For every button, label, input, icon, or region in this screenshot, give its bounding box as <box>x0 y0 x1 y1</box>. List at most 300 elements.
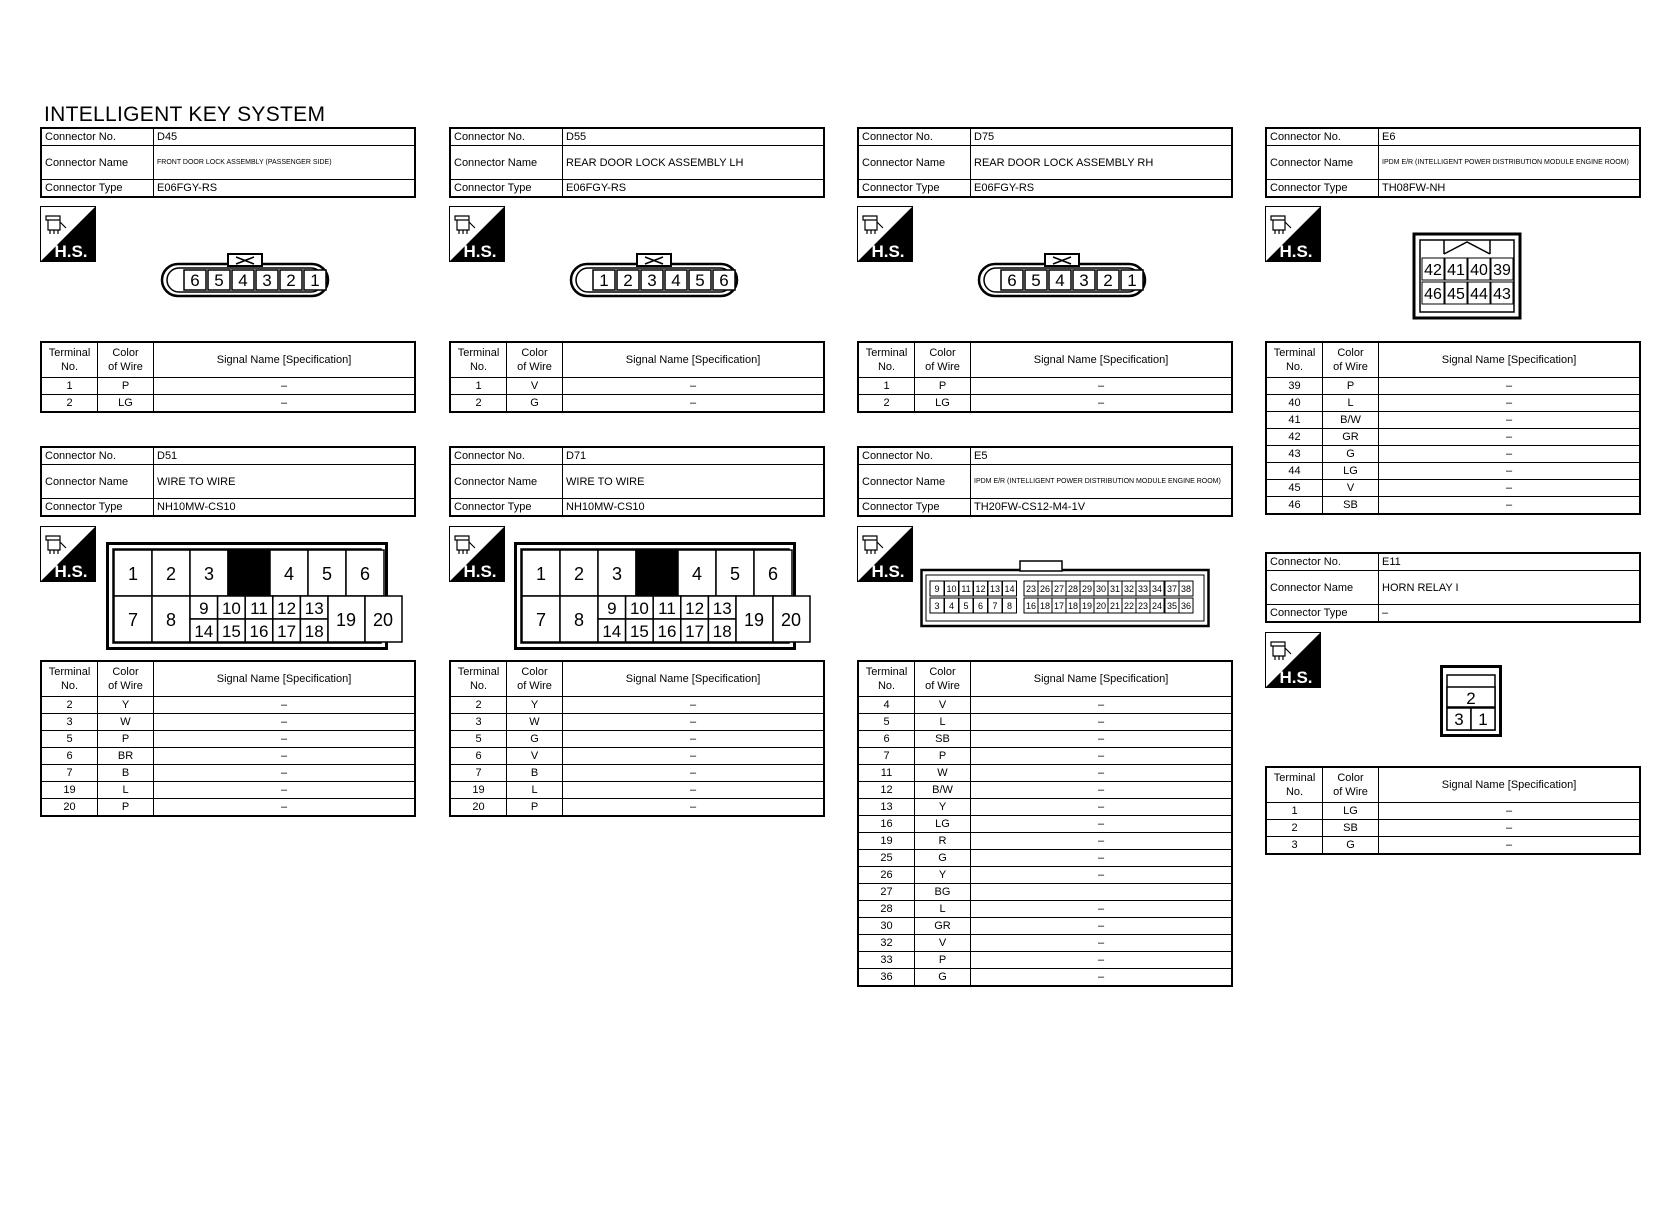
pin-label: 2 <box>573 564 585 584</box>
pin-label: 39 <box>1493 262 1511 279</box>
terminal-no: 13 <box>858 799 915 816</box>
table-row <box>450 731 824 748</box>
pin-label: 29 <box>1081 584 1093 594</box>
wire-color: LG <box>1323 803 1379 820</box>
pin-label: 46 <box>1424 286 1442 303</box>
pin-label: 18 <box>1067 601 1079 611</box>
signal-name: – <box>971 952 1233 969</box>
connector-type-label: Connector Type <box>41 180 154 198</box>
connector-no-label: Connector No. <box>1266 128 1379 146</box>
signal-name: – <box>154 395 416 413</box>
connector-name-value: HORN RELAY I <box>1379 571 1641 605</box>
signal-name: – <box>563 748 825 765</box>
connector-no-value: E11 <box>1379 553 1641 571</box>
wire-color: B <box>98 765 154 782</box>
pin-label: 31 <box>1109 584 1121 594</box>
pin-label: 8 <box>1006 601 1013 611</box>
signal-name: – <box>971 714 1233 731</box>
connector-type-label: Connector Type <box>1266 605 1379 623</box>
connector-name-label: Connector Name <box>858 146 971 180</box>
pin-label: 7 <box>535 610 547 630</box>
table-row <box>1266 395 1640 412</box>
terminal-table-D51 <box>40 660 416 817</box>
pin-label: 5 <box>695 271 705 290</box>
signal-name: – <box>1379 395 1641 412</box>
signal-name: – <box>971 765 1233 782</box>
terminal-no-header: Terminal No. <box>858 661 915 697</box>
pin-label: 30 <box>1095 584 1107 594</box>
pin-label: 21 <box>1109 601 1121 611</box>
connector-face-6pin <box>977 250 1147 300</box>
table-row <box>450 378 824 395</box>
pin-label: 6 <box>977 601 984 611</box>
pin-label: 1 <box>127 564 139 584</box>
table-row <box>858 850 1232 867</box>
pin-label: 13 <box>712 599 732 618</box>
table-row <box>858 697 1232 714</box>
connector-type-label: Connector Type <box>858 499 971 517</box>
terminal-no: 19 <box>450 782 507 799</box>
pin-label: 35 <box>1166 601 1178 611</box>
table-row <box>858 884 1232 901</box>
connector-face-8pin <box>1412 232 1522 320</box>
table-row <box>858 969 1232 987</box>
connector-no-value: D75 <box>971 128 1233 146</box>
pin-label: 5 <box>729 564 741 584</box>
pin-label: 15 <box>221 622 241 641</box>
pin-label: 20 <box>780 610 802 630</box>
connector-type-label: Connector Type <box>450 499 563 517</box>
wire-color: G <box>507 731 563 748</box>
connector-info-D55 <box>449 127 825 198</box>
table-row <box>41 799 415 817</box>
terminal-no-header: Terminal No. <box>858 342 915 378</box>
pin-label: 7 <box>992 601 998 611</box>
table-row <box>41 697 415 714</box>
signal-name: – <box>971 731 1233 748</box>
wire-color: Y <box>915 799 971 816</box>
wire-color: W <box>915 765 971 782</box>
connector-info-E5 <box>857 446 1233 517</box>
terminal-no: 19 <box>858 833 915 850</box>
pin-label: 17 <box>277 622 297 641</box>
pin-label: 19 <box>743 610 765 630</box>
wire-color-header: Color of Wire <box>507 342 563 378</box>
signal-name: – <box>971 782 1233 799</box>
terminal-table-E6 <box>1265 341 1641 515</box>
pin-label: 42 <box>1424 262 1442 279</box>
wire-color-header: Color of Wire <box>98 661 154 697</box>
wire-color: G <box>1323 837 1379 855</box>
pin-label: 14 <box>194 622 214 641</box>
pin-label: 16 <box>657 622 677 641</box>
wire-color: BR <box>98 748 154 765</box>
terminal-no: 3 <box>450 714 507 731</box>
terminal-no: 7 <box>41 765 98 782</box>
table-row <box>450 714 824 731</box>
signal-name: – <box>971 395 1233 413</box>
connector-face-3pin <box>1440 665 1502 737</box>
connector-no-value: D71 <box>563 447 825 465</box>
wire-color-header: Color of Wire <box>1323 342 1379 378</box>
connector-no-value: E5 <box>971 447 1233 465</box>
table-row <box>1266 412 1640 429</box>
connector-info-D71 <box>449 446 825 517</box>
wire-color: G <box>915 969 971 987</box>
pin-label: 3 <box>647 271 657 290</box>
pin-label: 1 <box>535 564 547 584</box>
table-row <box>1266 820 1640 837</box>
signal-name: – <box>154 697 416 714</box>
table-row <box>1266 803 1640 820</box>
pin-label: 4 <box>948 601 955 611</box>
connector-info-E11 <box>1265 552 1641 623</box>
wire-color: V <box>915 935 971 952</box>
signal-name: – <box>971 378 1233 395</box>
hs-label: H.S. <box>54 562 88 581</box>
connector-type-value: TH20FW-CS12-M4-1V <box>971 499 1233 517</box>
pin-label: 5 <box>321 564 333 584</box>
pin-label: 11 <box>961 584 971 594</box>
pin-label: 2 <box>1103 271 1113 290</box>
table-row <box>858 867 1232 884</box>
terminal-no: 2 <box>41 697 98 714</box>
pin-label: 15 <box>629 622 649 641</box>
signal-name: – <box>154 782 416 799</box>
pin-label: 3 <box>262 271 272 290</box>
signal-name: – <box>154 731 416 748</box>
connector-no-label: Connector No. <box>450 447 563 465</box>
signal-name: – <box>154 765 416 782</box>
pin-label: 33 <box>1137 584 1149 594</box>
terminal-no: 2 <box>41 395 98 413</box>
connector-type-value: NH10MW-CS10 <box>563 499 825 517</box>
pin-label: 19 <box>1081 601 1093 611</box>
terminal-no: 2 <box>450 395 507 413</box>
pin-label: 41 <box>1447 262 1465 279</box>
wire-color: B <box>507 765 563 782</box>
pin-label: 38 <box>1180 584 1192 594</box>
table-row <box>450 395 824 413</box>
table-row <box>858 901 1232 918</box>
terminal-no-header: Terminal No. <box>41 661 98 697</box>
terminal-no: 36 <box>858 969 915 987</box>
terminal-no-header: Terminal No. <box>1266 767 1323 803</box>
terminal-no: 4 <box>858 697 915 714</box>
table-row <box>41 782 415 799</box>
signal-name: – <box>971 799 1233 816</box>
signal-name: – <box>154 378 416 395</box>
table-row <box>450 799 824 817</box>
table-row <box>858 378 1232 395</box>
wire-color: SB <box>1323 497 1379 515</box>
pin-label: 9 <box>199 599 209 618</box>
pin-label: 1 <box>1478 710 1488 729</box>
pin-label: 3 <box>1079 271 1089 290</box>
terminal-no-header: Terminal No. <box>450 342 507 378</box>
terminal-no: 42 <box>1266 429 1323 446</box>
pin-label: 20 <box>1095 601 1107 611</box>
wire-color: L <box>1323 395 1379 412</box>
signal-name: – <box>971 969 1233 987</box>
terminal-table-E5 <box>857 660 1233 987</box>
pin-label: 4 <box>671 271 681 290</box>
signal-name: – <box>154 714 416 731</box>
terminal-no: 5 <box>450 731 507 748</box>
wire-color: V <box>507 378 563 395</box>
wire-color-header: Color of Wire <box>915 342 971 378</box>
terminal-no: 40 <box>1266 395 1323 412</box>
pin-label: 6 <box>767 564 779 584</box>
wire-color: L <box>98 782 154 799</box>
connector-type-value: E06FGY-RS <box>563 180 825 198</box>
pin-label: 37 <box>1166 584 1178 594</box>
terminal-no: 7 <box>450 765 507 782</box>
terminal-no: 27 <box>858 884 915 901</box>
signal-name: – <box>1379 378 1641 395</box>
signal-name: – <box>1379 497 1641 515</box>
table-row <box>450 748 824 765</box>
connector-no-value: D45 <box>154 128 416 146</box>
pin-label: 22 <box>1123 601 1135 611</box>
terminal-no: 5 <box>41 731 98 748</box>
table-row <box>41 748 415 765</box>
connector-name-value: WIRE TO WIRE <box>154 465 416 499</box>
table-row <box>1266 446 1640 463</box>
wire-color: P <box>98 378 154 395</box>
pin-label: 3 <box>203 564 215 584</box>
terminal-no: 20 <box>41 799 98 817</box>
terminal-no: 2 <box>450 697 507 714</box>
signal-name-header: Signal Name [Specification] <box>971 661 1233 697</box>
pin-label: 11 <box>250 599 268 618</box>
connector-no-label: Connector No. <box>858 447 971 465</box>
table-row <box>41 731 415 748</box>
wire-color: P <box>915 952 971 969</box>
pin-label: 13 <box>304 599 324 618</box>
signal-name: – <box>563 782 825 799</box>
signal-name-header: Signal Name [Specification] <box>563 661 825 697</box>
terminal-no: 39 <box>1266 378 1323 395</box>
hs-label: H.S. <box>871 242 905 261</box>
signal-name: – <box>971 901 1233 918</box>
pin-label: 36 <box>1180 601 1192 611</box>
signal-name: – <box>563 378 825 395</box>
pin-label: 10 <box>629 599 649 618</box>
pin-label: 8 <box>573 610 585 630</box>
pin-label: 12 <box>975 584 986 594</box>
terminal-no: 26 <box>858 867 915 884</box>
wire-color: B/W <box>1323 412 1379 429</box>
table-row <box>1266 480 1640 497</box>
terminal-no: 1 <box>450 378 507 395</box>
pin-label: 18 <box>304 622 324 641</box>
pin-label: 19 <box>335 610 357 630</box>
table-row <box>41 714 415 731</box>
pin-label: 12 <box>277 599 297 618</box>
hs-label: H.S. <box>871 562 905 581</box>
signal-name: – <box>971 697 1233 714</box>
connector-name-value: REAR DOOR LOCK ASSEMBLY LH <box>563 146 825 180</box>
connector-no-value: E6 <box>1379 128 1641 146</box>
wire-color-header: Color of Wire <box>507 661 563 697</box>
signal-name: – <box>1379 803 1641 820</box>
table-row <box>41 765 415 782</box>
pin-label: 17 <box>1053 601 1065 611</box>
table-row <box>1266 463 1640 480</box>
terminal-no: 1 <box>858 378 915 395</box>
wire-color-header: Color of Wire <box>98 342 154 378</box>
signal-name: – <box>971 748 1233 765</box>
table-row <box>858 816 1232 833</box>
table-row <box>1266 378 1640 395</box>
pin-label: 24 <box>1151 601 1163 611</box>
connector-name-label: Connector Name <box>858 465 971 499</box>
pin-label: 4 <box>1055 271 1065 290</box>
terminal-no-header: Terminal No. <box>41 342 98 378</box>
wire-color: Y <box>915 867 971 884</box>
pin-label: 4 <box>238 271 248 290</box>
hs-label: H.S. <box>463 242 497 261</box>
pin-label: 3 <box>1454 710 1464 729</box>
table-row <box>41 395 415 413</box>
connector-info-E6 <box>1265 127 1641 198</box>
harness-side-icon <box>40 526 96 582</box>
wire-color: LG <box>915 816 971 833</box>
terminal-table-D45 <box>40 341 416 413</box>
connector-name-label: Connector Name <box>450 465 563 499</box>
table-row <box>450 697 824 714</box>
connector-type-label: Connector Type <box>858 180 971 198</box>
pin-label: 6 <box>719 271 729 290</box>
pin-label: 40 <box>1470 262 1488 279</box>
table-row <box>858 918 1232 935</box>
terminal-no: 30 <box>858 918 915 935</box>
pin-label: 10 <box>946 584 957 594</box>
wire-color: P <box>98 799 154 817</box>
pin-label: 18 <box>712 622 732 641</box>
signal-name-header: Signal Name [Specification] <box>154 661 416 697</box>
wire-color-header: Color of Wire <box>915 661 971 697</box>
harness-side-icon <box>857 526 913 582</box>
terminal-no: 7 <box>858 748 915 765</box>
table-row <box>858 782 1232 799</box>
signal-name: – <box>971 816 1233 833</box>
connector-face-6pin <box>160 250 330 300</box>
connector-info-D51 <box>40 446 416 517</box>
hs-label: H.S. <box>1279 668 1313 687</box>
wire-color: W <box>98 714 154 731</box>
wire-color: L <box>915 901 971 918</box>
harness-side-icon <box>1265 632 1321 688</box>
wire-color: LG <box>1323 463 1379 480</box>
hs-label: H.S. <box>463 562 497 581</box>
table-row <box>450 765 824 782</box>
terminal-no: 20 <box>450 799 507 817</box>
signal-name: – <box>154 799 416 817</box>
signal-name: – <box>971 918 1233 935</box>
wire-color: P <box>1323 378 1379 395</box>
wire-color: P <box>98 731 154 748</box>
terminal-no: 25 <box>858 850 915 867</box>
wire-color: LG <box>915 395 971 413</box>
signal-name: – <box>1379 446 1641 463</box>
pin-label: 3 <box>611 564 623 584</box>
table-row <box>858 952 1232 969</box>
pin-label: 16 <box>1025 601 1037 611</box>
wire-color: L <box>507 782 563 799</box>
terminal-no: 3 <box>41 714 98 731</box>
signal-name: – <box>1379 820 1641 837</box>
pin-label: 1 <box>1127 271 1137 290</box>
pin-label: 23 <box>1025 584 1037 594</box>
pin-label: 5 <box>963 601 969 611</box>
pin-label: 23 <box>1137 601 1149 611</box>
connector-name-value: WIRE TO WIRE <box>563 465 825 499</box>
harness-side-icon <box>40 206 96 262</box>
wire-color: P <box>915 748 971 765</box>
connector-no-label: Connector No. <box>450 128 563 146</box>
wire-color: V <box>1323 480 1379 497</box>
signal-name: – <box>971 850 1233 867</box>
signal-name: – <box>563 731 825 748</box>
signal-name: – <box>563 799 825 817</box>
connector-info-D75 <box>857 127 1233 198</box>
connector-no-label: Connector No. <box>41 128 154 146</box>
pin-label: 32 <box>1123 584 1135 594</box>
harness-side-icon <box>449 206 505 262</box>
signal-name-header: Signal Name [Specification] <box>1379 767 1641 803</box>
table-row <box>450 782 824 799</box>
wire-color: G <box>507 395 563 413</box>
terminal-no: 32 <box>858 935 915 952</box>
terminal-no: 6 <box>450 748 507 765</box>
wire-color: GR <box>1323 429 1379 446</box>
harness-side-icon <box>1265 206 1321 262</box>
terminal-no: 19 <box>41 782 98 799</box>
pin-label: 20 <box>372 610 394 630</box>
wire-color: Y <box>98 697 154 714</box>
connector-face-20pin <box>514 542 802 650</box>
pin-label: 10 <box>221 599 241 618</box>
signal-name: – <box>1379 837 1641 855</box>
connector-name-label: Connector Name <box>1266 146 1379 180</box>
terminal-no: 46 <box>1266 497 1323 515</box>
signal-name-header: Signal Name [Specification] <box>1379 342 1641 378</box>
connector-type-value: TH08FW-NH <box>1379 180 1641 198</box>
terminal-no: 16 <box>858 816 915 833</box>
terminal-no: 2 <box>1266 820 1323 837</box>
connector-type-label: Connector Type <box>450 180 563 198</box>
terminal-no: 44 <box>1266 463 1323 480</box>
pin-label: 16 <box>249 622 269 641</box>
connector-type-value: NH10MW-CS10 <box>154 499 416 517</box>
pin-label: 6 <box>359 564 371 584</box>
terminal-no: 6 <box>41 748 98 765</box>
pin-label: 34 <box>1151 584 1163 594</box>
harness-side-icon <box>449 526 505 582</box>
wire-color: P <box>507 799 563 817</box>
connector-name-label: Connector Name <box>41 465 154 499</box>
pin-label: 2 <box>1466 689 1476 708</box>
wire-color: L <box>915 714 971 731</box>
wire-color: GR <box>915 918 971 935</box>
wire-color-header: Color of Wire <box>1323 767 1379 803</box>
signal-name-header: Signal Name [Specification] <box>154 342 416 378</box>
pin-label: 6 <box>1007 271 1017 290</box>
pin-label: 18 <box>1039 601 1051 611</box>
pin-label: 1 <box>599 271 609 290</box>
